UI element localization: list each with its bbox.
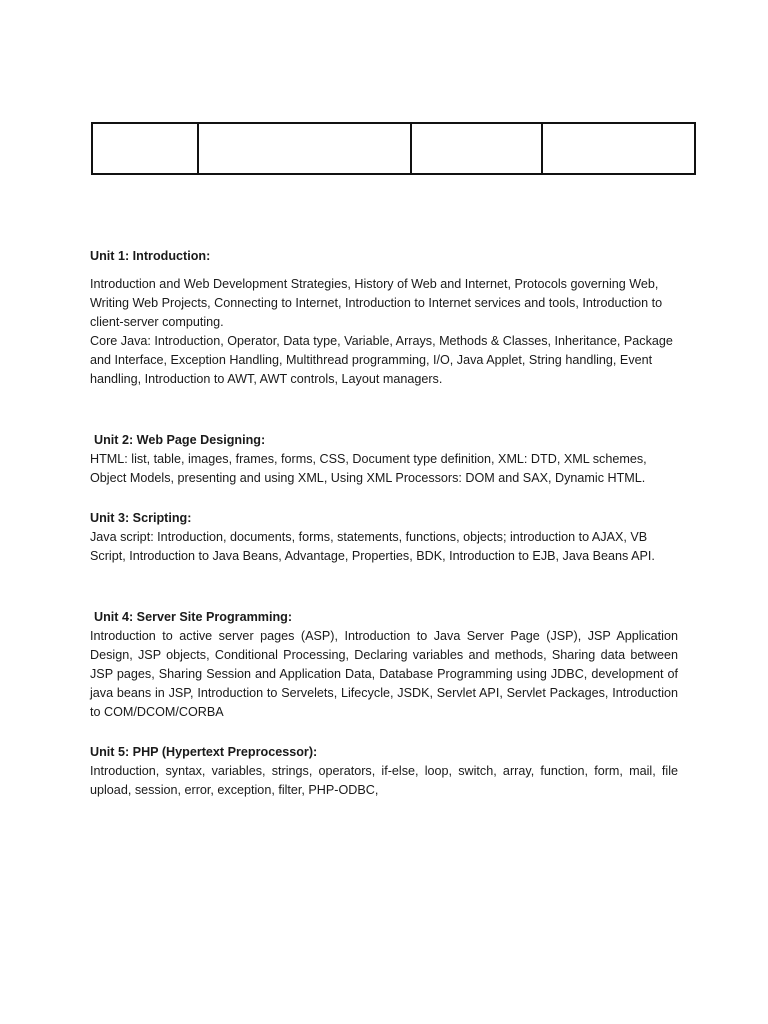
header-table xyxy=(91,122,696,175)
unit-2-section xyxy=(94,431,680,450)
header-cell-3 xyxy=(411,123,542,174)
unit-5-section xyxy=(90,743,678,762)
unit-2-body xyxy=(90,450,678,488)
unit-2-heading: Unit 2: Web Page Designing: xyxy=(94,433,266,447)
unit-4-section xyxy=(94,608,680,627)
header-cell-4 xyxy=(542,123,695,174)
unit-1-paragraph-1: Introduction and Web Development Strategies, History of Web and Internet, Protocols governing Web, Writing Web Projects, Connecting to Internet, Introduction to Internet services and tools, Introduction to client-server computing. xyxy=(90,277,663,329)
unit-4-heading: Unit 4: Server Site Programming: xyxy=(94,610,293,624)
header-cell-2 xyxy=(198,123,411,174)
header-table-row xyxy=(92,123,695,174)
unit-2-paragraph-1: HTML: list, table, images, frames, forms, CSS, Document type definition, XML: DTD, XML schemes, Object Models, presenting and using XML, Using XML Processors: DOM and SAX, Dynamic HTML. xyxy=(90,452,647,485)
unit-4-paragraph-1: Introduction to active server pages (ASP), Introduction to Java Server Page (JSP), JSP Application Design, JSP objects, Conditional Processing, Declaring variables and methods, Sharing data between JSP pages, Sharing Session and Application Data, Database Programming using JDBC, development of java beans in JSP, Introduction to Servelets, Lifecycle, JSDK, Servlet API, Servlet Packages, Introduction to COM/DCOM/CORBA xyxy=(90,629,678,719)
unit-1-section xyxy=(90,247,678,389)
unit-5-heading: Unit 5: PHP (Hypertext Preprocessor): xyxy=(90,745,318,759)
unit-1-heading: Unit 1: Introduction: xyxy=(90,249,211,263)
unit-5-body xyxy=(90,762,678,800)
unit-3-section xyxy=(90,509,678,566)
unit-1-paragraph-2: Core Java: Introduction, Operator, Data type, Variable, Arrays, Methods & Classes, Inheritance, Package and Interface, Exception Handling, Multithread programming, I/O, Java Applet, String handling, Event handling, Introduction to AWT, AWT controls, Layout managers. xyxy=(90,334,673,386)
header-cell-1 xyxy=(92,123,198,174)
unit-3-heading: Unit 3: Scripting: xyxy=(90,511,192,525)
unit-3-paragraph-1: Java script: Introduction, documents, forms, statements, functions, objects; introduction to AJAX, VB Script, Introduction to Java Beans, Advantage, Properties, BDK, Introduction to EJB, Java Beans API. xyxy=(90,530,655,563)
unit-4-body xyxy=(90,627,678,722)
unit-5-paragraph-1: Introduction, syntax, variables, strings, operators, if-else, loop, switch, array, function, form, mail, file upload, session, error, exception, filter, PHP-ODBC, xyxy=(90,764,678,797)
